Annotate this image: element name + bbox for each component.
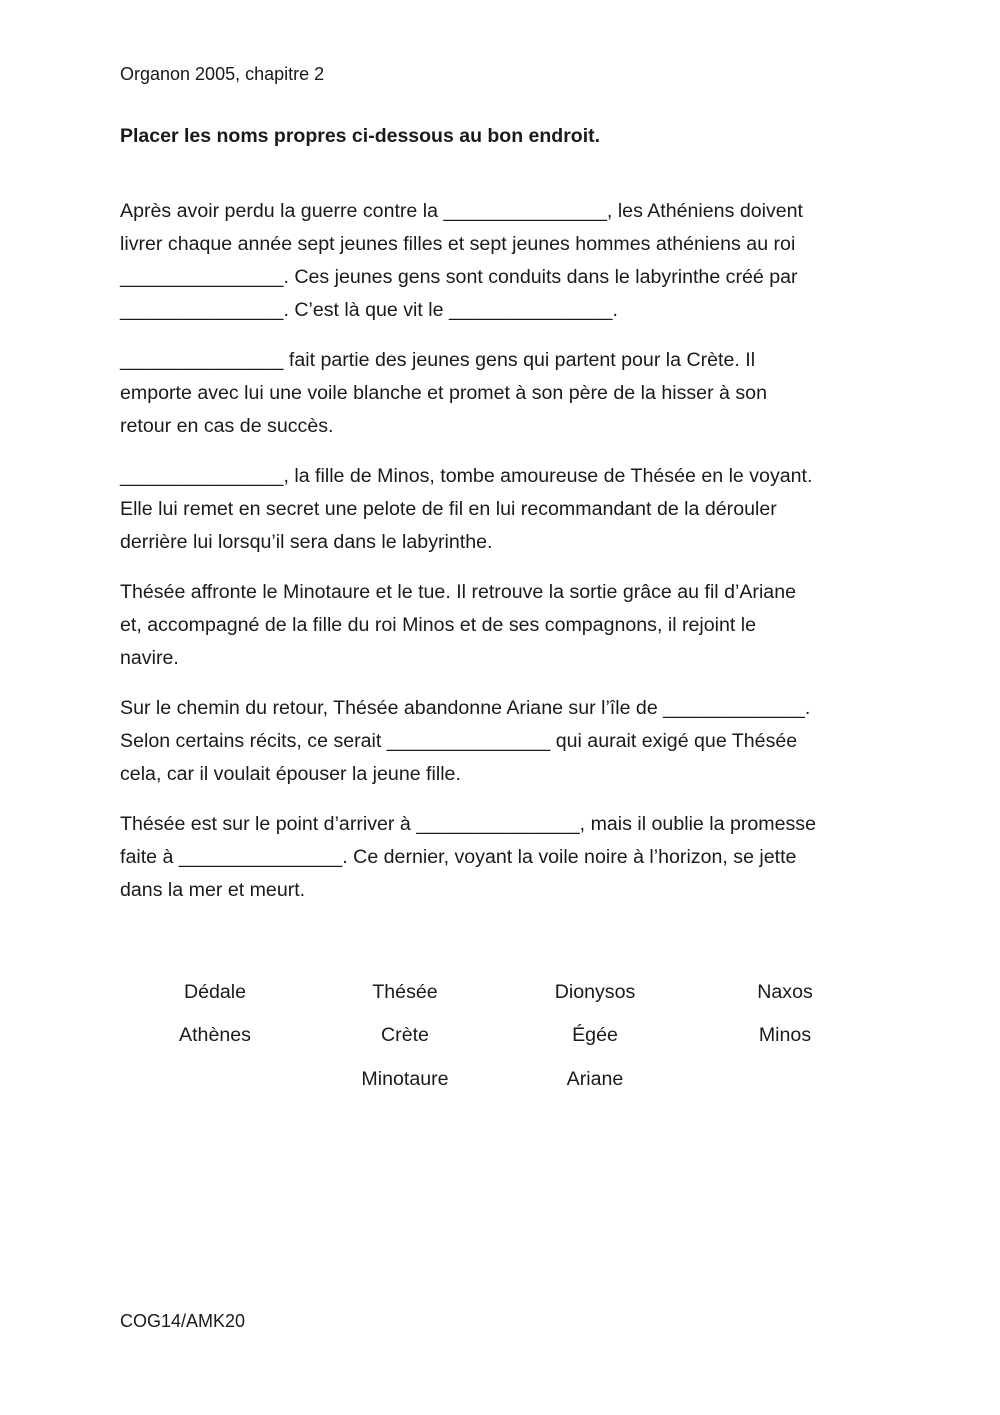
text-line: emporte avec lui une voile blanche et promet à son père de la hisser à son [120, 382, 767, 404]
paragraph-1 [120, 195, 890, 327]
text-line: livrer chaque année sept jeunes filles et sept jeunes hommes athéniens au roi [120, 233, 796, 255]
text-line: navire. [120, 647, 179, 669]
paragraph-4 [120, 576, 890, 675]
paragraph-2 [120, 344, 890, 443]
word-bank-item: Crète [381, 1024, 429, 1047]
exercise-instruction: Placer les noms propres ci-dessous au bon endroit. [120, 125, 601, 147]
paragraph-3 [120, 460, 890, 559]
word-bank-row [120, 1014, 880, 1058]
word-bank-row [120, 1057, 880, 1101]
text-line: _______________, la fille de Minos, tombe amoureuse de Thésée en le voyant. [120, 465, 813, 487]
text-line: cela, car il voulait épouser la jeune fille. [120, 763, 461, 785]
text-line: retour en cas de succès. [120, 415, 334, 437]
word-bank-item: Dionysos [554, 980, 636, 1003]
text-line: _______________ fait partie des jeunes gens qui partent pour la Crète. Il [120, 349, 756, 371]
text-line: Selon certains récits, ce serait _______________ qui aurait exigé que Thésée [120, 730, 798, 752]
word-bank-item: Thésée [372, 980, 438, 1003]
paragraph-6 [120, 808, 890, 907]
text-line: _______________. Ces jeunes gens sont conduits dans le labyrinthe créé par [120, 266, 798, 288]
word-bank-item: Athènes [179, 1024, 251, 1047]
text-line: Après avoir perdu la guerre contre la _______________, les Athéniens doivent [120, 200, 803, 222]
text-line: Thésée affronte le Minotaure et le tue. Il retrouve la sortie grâce au fil d’Ariane [120, 581, 796, 603]
word-bank-item: Égée [572, 1024, 618, 1047]
text-line: et, accompagné de la fille du roi Minos et de ses compagnons, il rejoint le [120, 614, 757, 636]
word-bank-item: Dédale [183, 980, 247, 1003]
document-footer: COG14/AMK20 [120, 1311, 246, 1331]
text-line: Elle lui remet en secret une pelote de fil en lui recommandant de la dérouler [120, 498, 777, 520]
word-bank [120, 970, 880, 1101]
text-line: _______________. C’est là que vit le _______________. [120, 299, 618, 321]
word-bank-item: Naxos [757, 980, 813, 1003]
text-line: derrière lui lorsqu’il sera dans le labyrinthe. [120, 531, 493, 553]
word-bank-item: Minos [758, 1024, 812, 1047]
text-line: Sur le chemin du retour, Thésée abandonne Ariane sur l’île de _____________. [120, 697, 811, 719]
paragraph-5 [120, 692, 890, 791]
text-line: dans la mer et meurt. [120, 879, 306, 901]
word-bank-item: Minotaure [361, 1067, 449, 1090]
document-header: Organon 2005, chapitre 2 [120, 64, 325, 84]
word-bank-row [120, 970, 880, 1014]
word-bank-item: Ariane [566, 1067, 624, 1090]
exercise-text [120, 195, 890, 924]
text-line: Thésée est sur le point d’arriver à _______________, mais il oublie la promesse [120, 813, 816, 835]
text-line: faite à _______________. Ce dernier, voyant la voile noire à l’horizon, se jette [120, 846, 797, 868]
